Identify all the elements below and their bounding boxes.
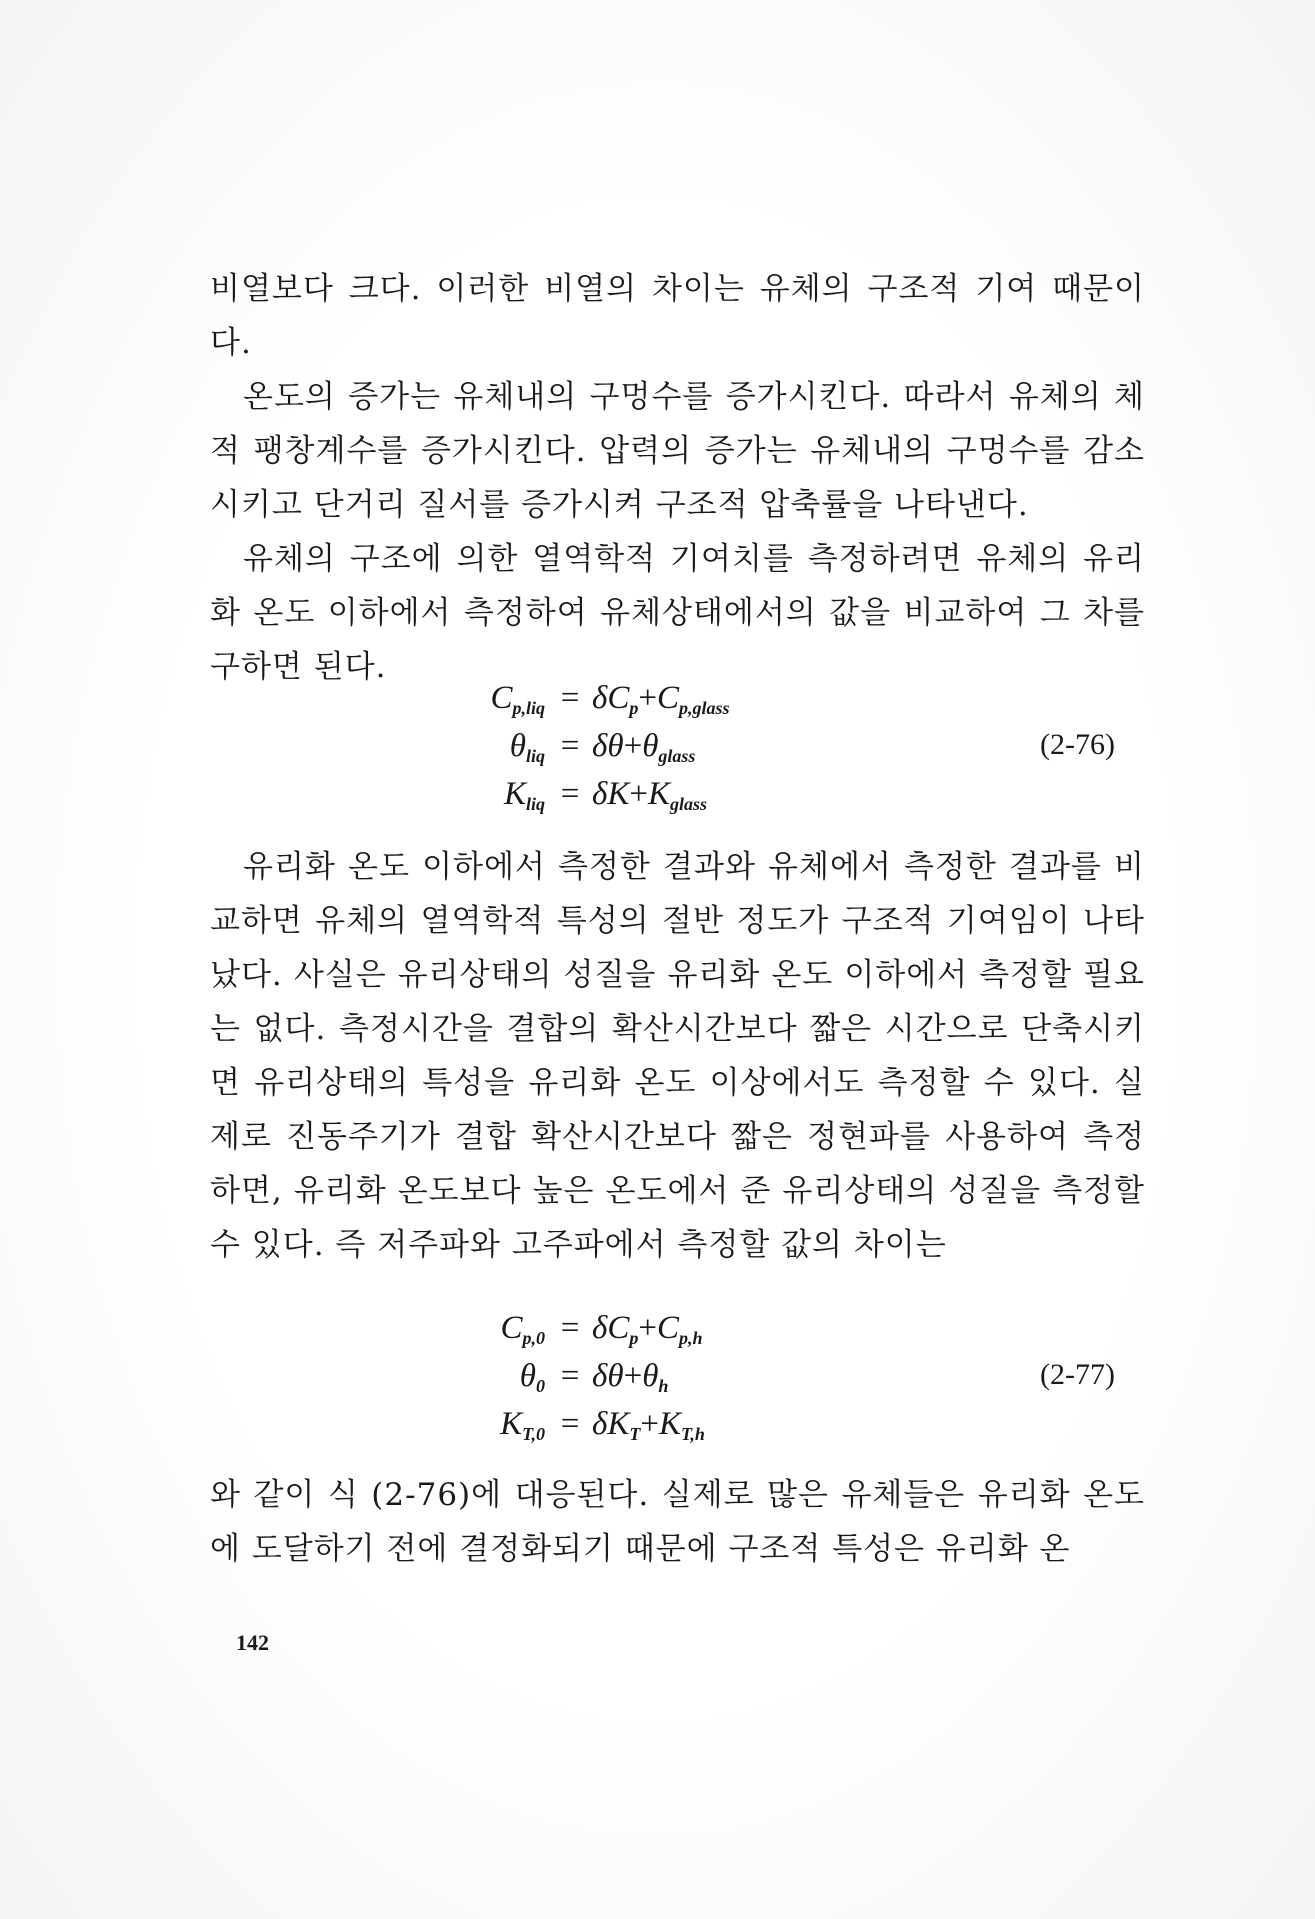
equation-rhs: $\delta\theta+\theta_h$ [592,1358,669,1396]
equals-sign: = [560,1310,580,1346]
equation-number: (2-77) [1040,1358,1115,1391]
equation-lhs: $C_{p,0}$ [500,1310,545,1348]
middle-text-block [210,840,1145,1272]
paragraph-4: 유리화 온도 이하에서 측정한 결과와 유체에서 측정한 결과를 비교하면 유체의 열역학적 특성의 절반 정도가 구조적 기여임이 나타났다. 사실은 유리상태의 성질을 유리화 온도 이하에서 측정할 필요는 없다. 측정시간을 결합의 확산시간보다 짧은 시간으로 단축시키면 유리상태의 특성을 유리화 온도 이상에서도 측정할 수 있다. 실제로 진동주기가 결합 확산시간보다 짧은 정현파를 사용하여 측정하면, 유리화 온도보다 높은 온도에서 준 유리상태의 성질을 측정할 수 있다. 즉 저주파와 고주파에서 측정할 값의 차이는 [210,849,1145,1263]
page-number: 142 [236,1630,269,1655]
equation-lhs: $K_{T,0}$ [500,1406,545,1444]
top-text-block [210,262,1145,694]
equation-number: (2-76) [1040,728,1115,761]
paragraph-2: 온도의 증가는 유체내의 구멍수를 증가시킨다. 따라서 유체의 체적 팽창계수를 증가시킨다. 압력의 증가는 유체내의 구멍수를 감소시키고 단거리 질서를 증가시켜 구조적 압축률을 나타낸다. [210,379,1145,523]
equation-rhs: $\delta K+K_{glass}$ [592,776,708,814]
equation-lhs: $K_{liq}$ [503,776,545,814]
equation-rhs: $\delta C_p+C_{p,h}$ [592,1310,703,1348]
equals-sign: = [560,728,580,764]
paragraph-3: 유체의 구조에 의한 열역학적 기여치를 측정하려면 유체의 유리화 온도 이하에서 측정하여 유체상태에서의 값을 비교하여 그 차를 구하면 된다. [210,541,1145,685]
equation-rhs: $\delta C_p+C_{p,glass}$ [592,680,730,718]
equation-rhs: $\delta K_T+K_{T,h}$ [592,1406,705,1444]
equals-sign: = [560,1358,580,1394]
equation-rhs: $\delta\theta+\theta_{glass}$ [592,728,696,766]
paragraph-5: 와 같이 식 (2-76)에 대응된다. 실제로 많은 유체들은 유리화 온도에 도달하기 전에 결정화되기 때문에 구조적 특성은 유리화 온 [210,1477,1145,1567]
equation-lhs: $\theta_0$ [519,1358,545,1396]
bottom-text-block [210,1468,1145,1576]
equals-sign: = [560,680,580,716]
equals-sign: = [560,1406,580,1442]
equals-sign: = [560,776,580,812]
equation-lhs: $C_{p,liq}$ [490,680,545,718]
equation-lhs: $\theta_{liq}$ [509,728,545,766]
paragraph-1: 비열보다 크다. 이러한 비열의 차이는 유체의 구조적 기여 때문이다. [210,271,1145,361]
